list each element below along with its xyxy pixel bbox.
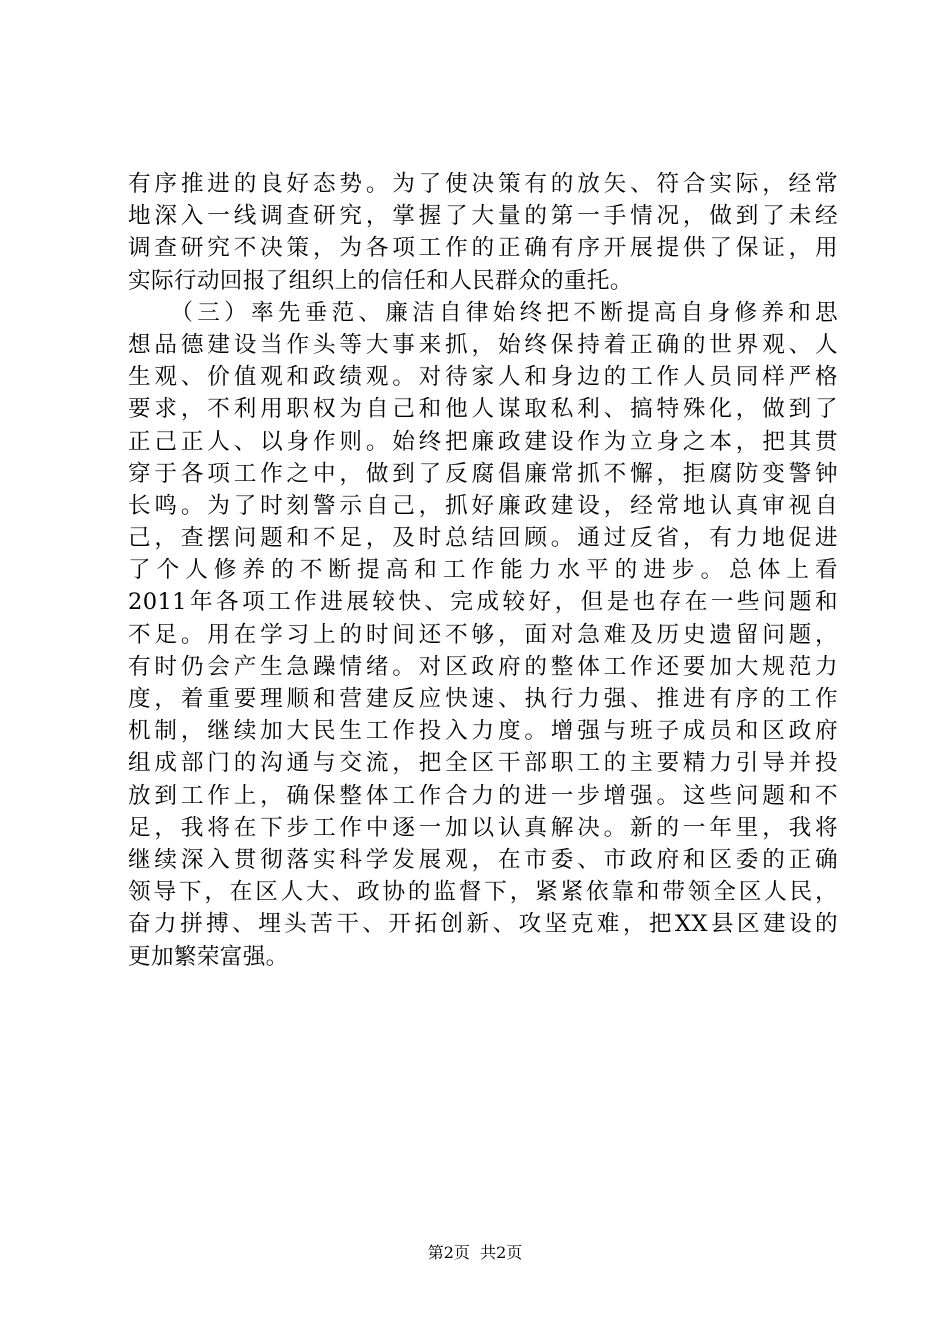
- text-line: 调查研究不决策，为各项工作的正确有序开展提供了保证，用: [128, 235, 838, 262]
- text-line: 不足。用在学习上的时间还不够，面对急难及历史遗留问题，: [128, 621, 838, 648]
- text-line: 更加繁荣富强。: [128, 943, 289, 970]
- text-line: 足，我将在下步工作中逐一加以认真解决。新的一年里，我将: [128, 814, 838, 841]
- text-line: 实际行动回报了组织上的信任和人民群众的重托。: [128, 267, 633, 294]
- page-footer: 第2页 共2页: [427, 1243, 523, 1262]
- text-line: 放到工作上，确保整体工作合力的进一步增强。这些问题和不: [128, 782, 838, 809]
- text-line: 有时仍会产生急躁情绪。对区政府的整体工作还要加大规范力: [128, 653, 838, 680]
- text-line: 组成部门的沟通与交流，把全区干部职工的主要精力引导并投: [128, 750, 838, 777]
- text-line: 要求，不利用职权为自己和他人谋取私利、搞特殊化，做到了: [128, 396, 838, 423]
- body-text: [128, 168, 838, 973]
- text-line: 度，着重要理顺和营建反应快速、执行力强、推进有序的工作: [128, 686, 838, 712]
- text-line: 生观、价值观和政绩观。对待家人和身边的工作人员同样严格: [128, 364, 838, 391]
- text-line: 想品德建设当作头等大事来抓，始终保持着正确的世界观、人: [128, 331, 838, 358]
- text-line: 正己正人、以身作则。始终把廉政建设作为立身之本，把其贯: [128, 428, 838, 455]
- text-line: 领导下，在区人大、政协的监督下，紧紧依靠和带领全区人民，: [128, 879, 838, 906]
- text-line: 穿于各项工作之中，做到了反腐倡廉常抓不懈，拒腐防变警钟: [128, 460, 838, 487]
- text-line: 2011年各项工作进展较快、完成较好，但是也存在一些问题和: [128, 589, 838, 616]
- text-line: 长鸣。为了时刻警示自己，抓好廉政建设，经常地认真审视自: [128, 492, 838, 519]
- text-line: （三）率先垂范、廉洁自律始终把不断提高自身修养和思: [128, 299, 838, 326]
- text-line: 有序推进的良好态势。为了使决策有的放矢、符合实际，经常: [128, 171, 838, 197]
- text-line: 己，查摆问题和不足，及时总结回顾。通过反省，有力地促进: [128, 525, 838, 552]
- text-line: 继续深入贯彻落实科学发展观，在市委、市政府和区委的正确: [128, 846, 838, 873]
- text-line: 了个人修养的不断提高和工作能力水平的进步。总体上看: [128, 557, 838, 584]
- text-line: 地深入一线调查研究，掌握了大量的第一手情况，做到了未经: [128, 203, 838, 230]
- text-line: 机制，继续加大民生工作投入力度。增强与班子成员和区政府: [128, 718, 838, 745]
- text-line: 奋力拼搏、埋头苦干、开拓创新、攻坚克难，把XX县区建设的: [128, 911, 838, 938]
